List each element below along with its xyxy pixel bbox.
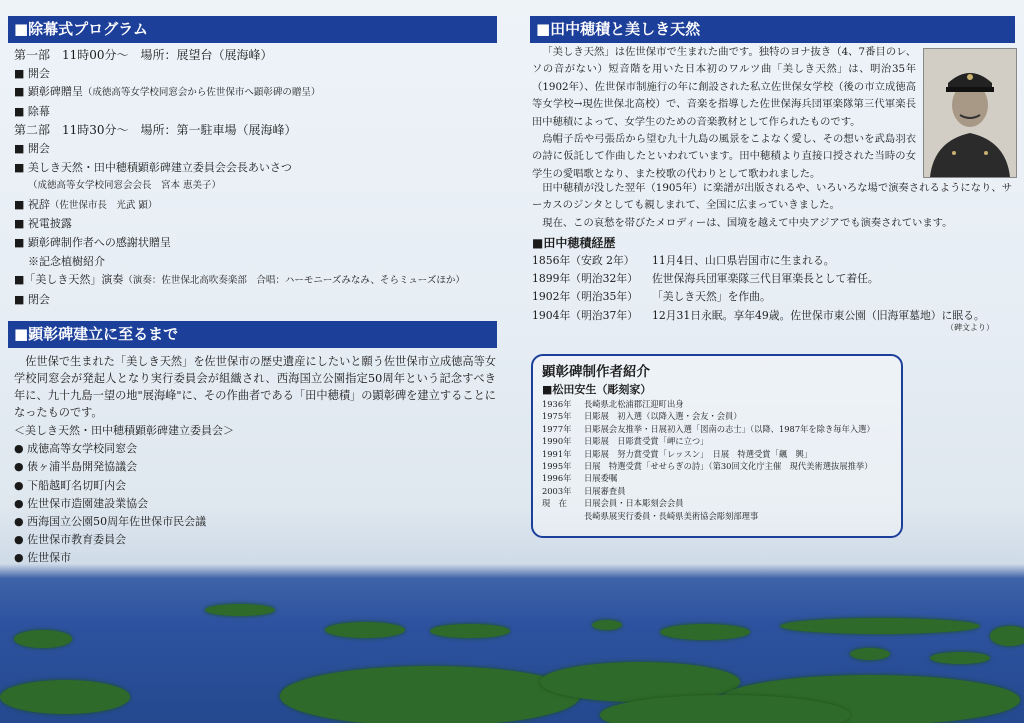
career-row: 1991年 日彫展 努力賞受賞「レッスン」 日展 特選受賞「飆 興」 <box>542 448 813 459</box>
part2-item: ■ 祝電披露 <box>14 217 72 231</box>
history-row: 1899年（明治32年） 佐世保海兵団軍楽隊三代目軍楽長として着任。 <box>532 272 879 286</box>
history-row: 1902年（明治35年） 「美しき天然」を作曲。 <box>532 290 771 304</box>
part1-item: ■ 除幕 <box>14 104 50 118</box>
history-title: ■田中穂積経歴 <box>532 236 616 250</box>
career-row: 1977年 日彫展会友推挙・日展初入選「図南の志士」（以降、1987年を除き毎年入選） <box>542 423 875 434</box>
career-row: 1990年 日彫展 日彫賞受賞「岬に立つ」 <box>542 436 709 447</box>
tanaka-header: ■田中穂積と美しき天然 <box>530 16 1015 43</box>
program-header: ■除幕式プログラム <box>8 16 497 43</box>
background-paragraph: 佐世保で生まれた「美しき天然」を佐世保市の歴史遺産にしたいと願う佐世保市立成徳高等女学校同窓会が発起人となり実行委員会が組織され、西海国立公園指定50周年という記念すべき年に、九十九島一望の地"展海峰"に、その作曲者である「田中穂積」の顕彰碑を建立することになったものです。 <box>14 355 496 419</box>
career-row: 1996年 日展委嘱 <box>542 473 618 484</box>
part1-item: ■ 開会 <box>14 66 50 80</box>
committee-item: ● 成徳高等女学校同窓会 <box>14 442 138 456</box>
sculptor-title: 顕彰碑制作者紹介 <box>542 364 650 380</box>
tanaka-text <box>532 44 916 183</box>
committee-list <box>14 422 234 568</box>
sculptor-box <box>531 354 903 538</box>
career-row: 2003年 日展審査員 <box>542 485 626 496</box>
career-row: 現 在 日展会員・日本彫刻会会員 <box>542 498 684 509</box>
sculptor-name: ■松田安生（彫刻家） <box>542 383 652 396</box>
career-row: 長崎県展実行委員・長崎県美術協会彫刻部理事 <box>584 510 759 521</box>
part2-item: ■ 閉会 <box>14 292 50 306</box>
part2-item: ■ 美しき天然・田中穂積顕彰碑建立委員会会長あいさつ <box>14 160 292 174</box>
committee-title: ＜美しき天然・田中穂積顕彰碑建立委員会＞ <box>14 424 234 437</box>
part2-heading: 第二部 11時30分～ 場所：第一駐車場（展海峰） <box>14 123 297 138</box>
committee-item: ● 西海国立公園50周年佐世保市民会議 <box>14 515 207 529</box>
part2-note: ※記念植樹紹介 <box>28 254 105 268</box>
part2-item: ■ 開会 <box>14 141 50 155</box>
committee-item: ● 佐世保市教育委員会 <box>14 533 127 547</box>
history-row: 1856年（安政 2年） 11月4日、山口県岩国市に生まれる。 <box>532 254 835 267</box>
portrait-figure-icon <box>924 49 1016 177</box>
sculptor-career <box>542 398 875 522</box>
history-list <box>532 252 985 325</box>
background-header: ■顕彰碑建立に至るまで <box>8 321 497 348</box>
part1-item: ■ 顕彰碑贈呈（成徳高等女学校同窓会から佐世保市へ顕彰碑の贈呈） <box>14 85 321 99</box>
tanaka-text-wide <box>532 180 1012 232</box>
sea-scenery <box>0 570 1024 723</box>
career-row: 1936年 長崎県北松浦郡江迎町出身 <box>542 399 684 409</box>
part1-heading: 第一部 11時00分～ 場所：展望台（展海峰） <box>14 48 273 62</box>
committee-item: ● 俵ヶ浦半島開発協議会 <box>14 460 138 474</box>
part2-item: ■ 顕彰碑制作者への感謝状贈呈 <box>14 235 171 249</box>
part2-item: ■「美しき天然」演奏（演奏：佐世保北高吹奏楽部 合唱：ハーモニーズみなみ、そらミューズほか） <box>14 273 465 287</box>
career-row: 1995年 日展 特選受賞「せせらぎの詩」（第30回文化庁主催 現代美術選抜展推挙） <box>542 461 873 472</box>
tanaka-paragraph: 現在、この哀愁を帯びたメロディーは、国境を越えて中央アジアでも演奏されています。 <box>542 216 953 229</box>
career-row: 1975年 日彫展 初入選（以降入選・会友・会員） <box>542 411 742 422</box>
program-section <box>14 46 465 309</box>
committee-item: ● 下船越町名切町内会 <box>14 478 127 492</box>
tanaka-paragraph: 田中穂積が没した翌年（1905年）に楽譜が出版されるや、いろいろな場で演奏されるようになり、サーカスのジンタとしても親しまれて、全国に広まっていきました。 <box>532 182 1012 212</box>
tanaka-paragraph: 「美しき天然」は佐世保市で生まれた曲です。独特のヨナ抜き（4、7番目のレ、ソの音がない）短音階を用いた日本初のワルツ曲「美しき天然」は、明治35年（1902年）、佐世保市制施行の年に創設された私立佐世保女学校（後の市立成徳高等女学校→現佐世保北高校）で、音楽を指導した佐世保海兵団軍楽隊第三代軍楽長田中穂積によって、女学生のための音楽教材として作られたものです。 <box>532 46 916 128</box>
source-note: （碑文より） <box>946 323 994 332</box>
part2-note: （成徳高等女学校同窓会会長 宮本 恵美子） <box>28 180 222 192</box>
tanaka-paragraph: 烏帽子岳や弓張岳から望む九十九島の風景をこよなく愛し、その想いを武島羽衣の詩に仮託して作曲したといわれています。田中穂積より直接口授された当時の女学生の愛唱歌となり、また校歌の代わりとして歌われました。 <box>532 133 916 180</box>
portrait-photo <box>923 48 1017 178</box>
committee-item: ● 佐世保市 <box>14 551 72 565</box>
history-row: 1904年（明治37年） 12月31日永眠。享年49歳。佐世保市東公園（旧海軍墓地）に眠る。 <box>532 308 985 322</box>
committee-item: ● 佐世保市造園建設業協会 <box>14 496 149 510</box>
part2-item: ■ 祝辞（佐世保市長 光武 顕） <box>14 197 158 211</box>
